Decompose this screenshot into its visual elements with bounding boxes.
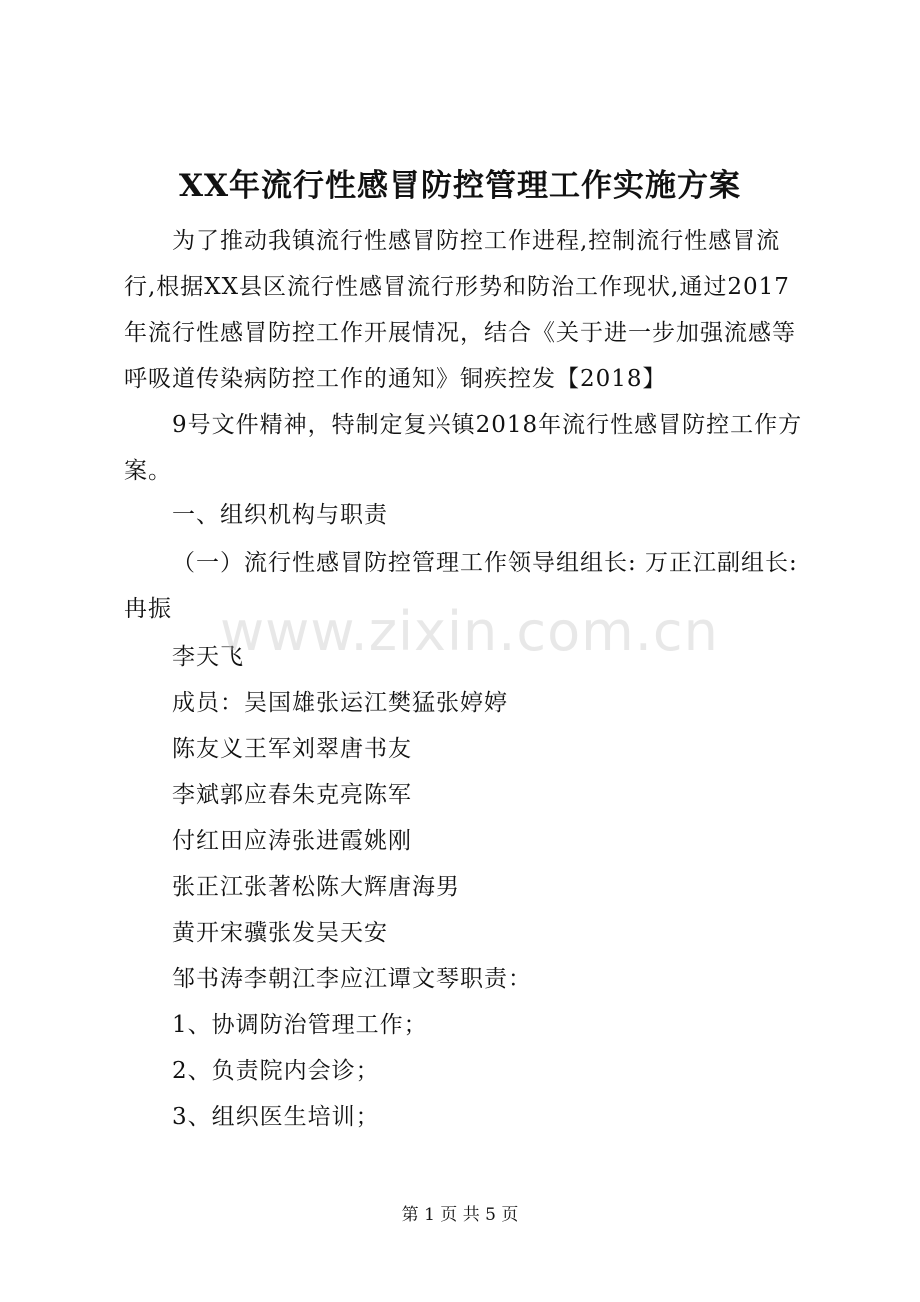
- list-item: 李天飞: [172, 644, 244, 670]
- intro-paragraph: 为了推动我镇流行性感冒防控工作进程,控制流行性感冒流行,根据XX县区流行性感冒流行形势和防治工作现状,通过2017年流行性感冒防控工作开展情况，结合《关于进一步加强流感等呼吸道传染病防控工作的通知》铜疾控发【2018】: [124, 228, 796, 392]
- list-item: 邹书涛李朝江李应江谭文琴职责：: [172, 966, 532, 992]
- list-item: 张正江张著松陈大辉唐海男: [172, 874, 460, 900]
- list-item: 成员：吴国雄张运江樊猛张婷婷: [172, 690, 508, 716]
- page-footer: 第 1 页 共 5 页: [401, 1205, 519, 1225]
- intro-paragraph-continued: 9号文件精神，特制定复兴镇2018年流行性感冒防控工作方案。: [124, 412, 803, 484]
- list-item: 付红田应涛张进霞姚刚: [172, 828, 412, 854]
- list-item: 3、组织医生培训；: [172, 1104, 380, 1130]
- watermark: www.zixin.com.cn: [220, 600, 719, 663]
- list-item: 陈友义王军刘翠唐书友: [172, 736, 412, 762]
- list-item: 1、协调防治管理工作；: [172, 1012, 428, 1038]
- document-title: XX年流行性感冒防控管理工作实施方案: [178, 168, 742, 204]
- section-heading: 一、组织机构与职责: [172, 502, 388, 528]
- list-item: 李斌郭应春朱克亮陈军: [172, 782, 412, 808]
- subsection-leadership: （一）流行性感冒防控管理工作领导组组长: 万正江副组长: 冉振: [124, 550, 798, 622]
- list-item: 2、负责院内会诊；: [172, 1058, 380, 1084]
- list-item: 黄开宋骥张发吴天安: [172, 920, 388, 946]
